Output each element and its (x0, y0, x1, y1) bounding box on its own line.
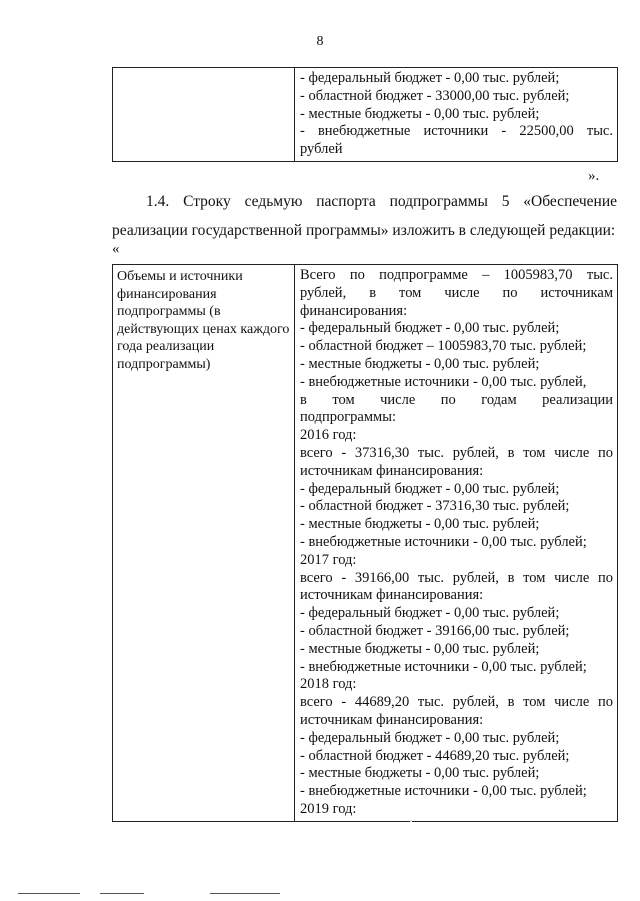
text-line: рублей, в том числе по источникам (300, 284, 613, 301)
text-line: всего - 44689,20 тыс. рублей, в том числе по (300, 694, 613, 711)
text-line: - федеральный бюджет - 0,00 тыс. рублей; (300, 729, 560, 746)
closing-quote: ». (588, 168, 600, 184)
text-line: источникам финансирования: (300, 711, 484, 728)
scan-artifact-line (100, 893, 144, 894)
text-line: - областной бюджет - 33000,00 тыс. рублей; (300, 87, 570, 104)
text-line: - местные бюджеты - 0,00 тыс. рублей; (300, 105, 540, 122)
text-line: - внебюджетные источники - 0,00 тыс. рублей; (300, 658, 587, 675)
table-1-left-cell-text (113, 68, 294, 74)
table-1-left-cell (113, 68, 295, 162)
text-line: подпрограммы: (300, 409, 396, 426)
funding-volume-label: Объемы и источники финансирования подпрограммы (в действующих ценах каждого года реализации подпрограммы) (117, 269, 290, 372)
funding-table-continuation (112, 67, 618, 162)
text-line: - местные бюджеты - 0,00 тыс. рублей; (300, 516, 540, 533)
text-line: 2016 год: (300, 427, 357, 444)
text-line: - местные бюджеты - 0,00 тыс. рублей; (300, 640, 540, 657)
table-1-right-cell (295, 68, 618, 162)
text-line: - областной бюджет - 44689,20 тыс. рублей; (300, 747, 570, 764)
text-line: 2018 год: (300, 676, 357, 693)
text-line: - федеральный бюджет - 0,00 тыс. рублей; (300, 320, 560, 337)
text-line: всего - 37316,30 тыс. рублей, в том числе по (300, 444, 613, 461)
text-line: финансирования: (300, 302, 408, 319)
paragraph-1-4-line-1: 1.4. Строку седьмую паспорта подпрограммы 5 «Обеспечение (146, 193, 617, 210)
paragraph-1-4-line-2: реализации государственной программы» изложить в следующей редакции: (112, 222, 616, 239)
scan-artifact-line (210, 893, 280, 894)
text-line: рублей (300, 141, 343, 158)
page-number: 8 (316, 34, 324, 49)
text-line: - областной бюджет - 39166,00 тыс. рублей; (300, 622, 570, 639)
scan-artifact-dot (410, 820, 412, 822)
text-line: - местные бюджеты - 0,00 тыс. рублей; (300, 765, 540, 782)
text-line: 2017 год: (300, 551, 357, 568)
text-line: - федеральный бюджет - 0,00 тыс. рублей; (300, 70, 560, 86)
text-line: - внебюджетные источники - 0,00 тыс. рублей; (300, 533, 587, 550)
table-1-right-cell-lines (295, 68, 617, 161)
opening-quote: « (112, 241, 120, 257)
text-line: - федеральный бюджет - 0,00 тыс. рублей; (300, 480, 560, 497)
text-line: - внебюджетные источники - 0,00 тыс. рублей, (300, 373, 587, 390)
table-2-left-cell (113, 265, 295, 822)
text-line: - местные бюджеты - 0,00 тыс. рублей; (300, 355, 540, 372)
text-line: всего - 39166,00 тыс. рублей, в том числе по (300, 569, 613, 586)
text-line: - внебюджетные источники - 22500,00 тыс. (300, 123, 613, 140)
text-line: 2019 год: (300, 800, 357, 817)
table-2-right-cell (295, 265, 618, 822)
table-row (113, 68, 618, 162)
subprogram-5-funding-table (112, 264, 618, 822)
funding-details (295, 265, 617, 821)
text-line: источникам финансирования: (300, 462, 484, 479)
text-line: - внебюджетные источники - 0,00 тыс. рублей; (300, 783, 587, 800)
scan-artifact-line (18, 893, 80, 894)
text-line: Всего по подпрограмме – 1005983,70 тыс. (300, 267, 613, 283)
text-line: - областной бюджет – 1005983,70 тыс. рублей; (300, 338, 587, 355)
table-row (113, 265, 618, 822)
text-line: в том числе по годам реализации (300, 391, 613, 408)
text-line: - областной бюджет - 37316,30 тыс. рублей; (300, 498, 570, 515)
text-line: источникам финансирования: (300, 587, 484, 604)
text-line: - федеральный бюджет - 0,00 тыс. рублей; (300, 605, 560, 622)
